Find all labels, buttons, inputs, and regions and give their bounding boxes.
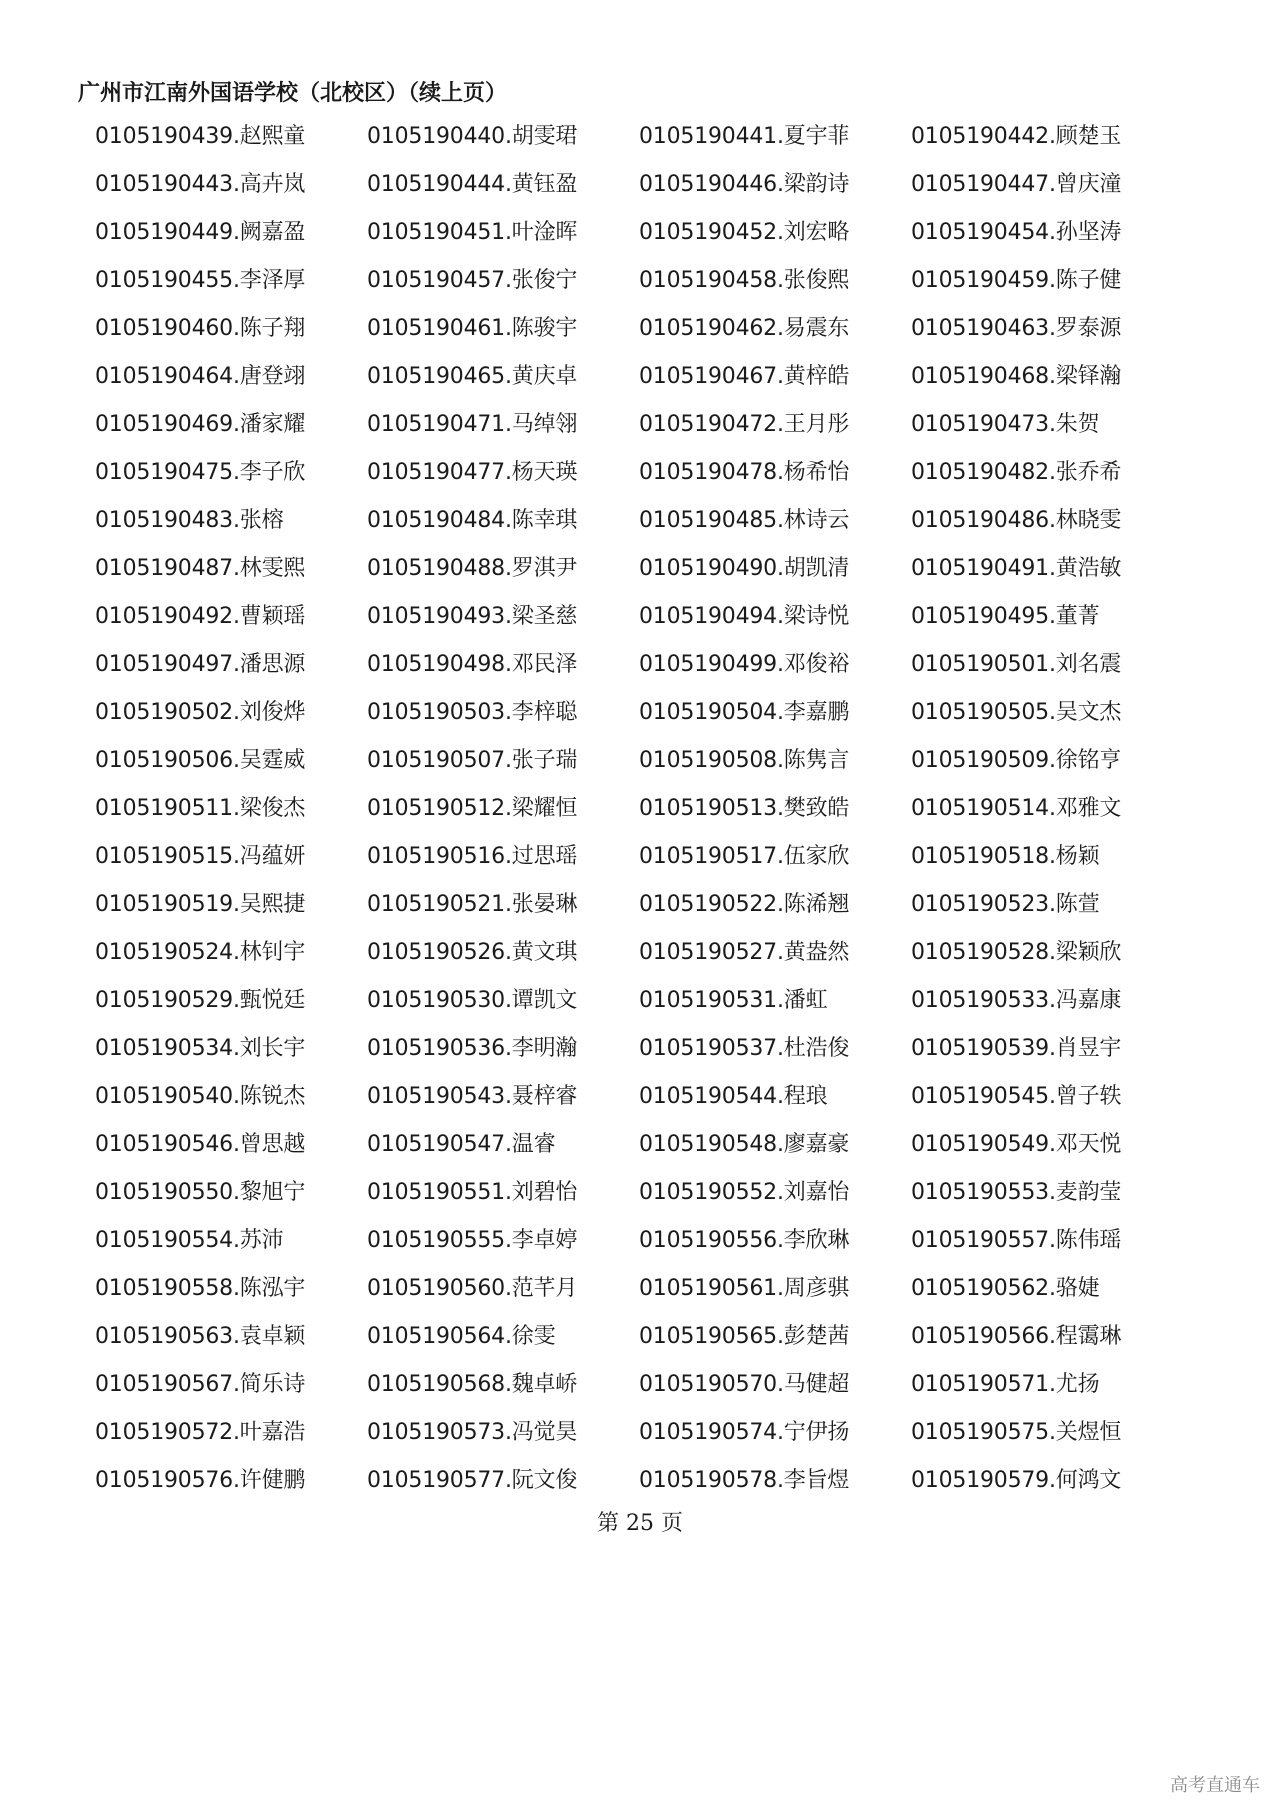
- list-item: 0105190477.杨天瑛: [367, 460, 578, 485]
- list-item: 0105190504.李嘉鹏: [639, 700, 850, 725]
- list-item: 0105190519.吴熙捷: [95, 892, 306, 917]
- list-item: 0105190490.胡凯清: [639, 556, 850, 581]
- list-item: 0105190483.张榕: [95, 508, 284, 533]
- list-item: 0105190522.陈浠翘: [639, 892, 850, 917]
- list-item: 0105190514.邓雅文: [911, 796, 1122, 821]
- list-item: 0105190527.黄盎然: [639, 940, 850, 965]
- list-item: 0105190449.阙嘉盈: [95, 220, 306, 245]
- list-item: 0105190557.陈伟瑶: [911, 1228, 1122, 1253]
- list-item: 0105190523.陈萱: [911, 892, 1100, 917]
- admission-list: [95, 121, 1175, 1513]
- list-item: 0105190455.李泽厚: [95, 268, 306, 293]
- list-item: 0105190564.徐雯: [367, 1324, 556, 1349]
- list-item: 0105190441.夏宇菲: [639, 124, 850, 149]
- list-item: 0105190517.伍家欣: [639, 844, 850, 869]
- list-item: 0105190563.袁卓颖: [95, 1324, 306, 1349]
- list-item: 0105190462.易震东: [639, 316, 850, 341]
- list-item: 0105190537.杜浩俊: [639, 1036, 850, 1061]
- list-item: 0105190531.潘虹: [639, 988, 828, 1013]
- list-item: 0105190547.温睿: [367, 1132, 556, 1157]
- list-item: 0105190518.杨颖: [911, 844, 1100, 869]
- watermark: 高考直通车: [1170, 1775, 1260, 1796]
- list-item: 0105190549.邓天悦: [911, 1132, 1122, 1157]
- list-item: 0105190550.黎旭宁: [95, 1180, 306, 1205]
- list-item: 0105190572.叶嘉浩: [95, 1420, 306, 1445]
- list-item: 0105190555.李卓婷: [367, 1228, 578, 1253]
- list-item: 0105190454.孙坚涛: [911, 220, 1122, 245]
- list-item: 0105190524.林钊宇: [95, 940, 306, 965]
- list-item: 0105190498.邓民泽: [367, 652, 578, 677]
- list-item: 0105190447.曾庆潼: [911, 172, 1122, 197]
- list-item: 0105190543.聂梓睿: [367, 1084, 578, 1109]
- list-item: 0105190552.刘嘉怡: [639, 1180, 850, 1205]
- list-item: 0105190511.梁俊杰: [95, 796, 306, 821]
- list-item: 0105190529.甄悦廷: [95, 988, 306, 1013]
- list-item: 0105190467.黄梓皓: [639, 364, 850, 389]
- list-item: 0105190526.黄文琪: [367, 940, 578, 965]
- list-item: 0105190439.赵熙童: [95, 124, 306, 149]
- list-item: 0105190491.黄浩敏: [911, 556, 1122, 581]
- list-item: 0105190461.陈骏宇: [367, 316, 578, 341]
- list-item: 0105190487.林雯熙: [95, 556, 306, 581]
- list-item: 0105190554.苏沛: [95, 1228, 284, 1253]
- list-item: 0105190495.董菁: [911, 604, 1100, 629]
- list-item: 0105190488.罗淇尹: [367, 556, 578, 581]
- list-item: 0105190545.曾子轶: [911, 1084, 1122, 1109]
- list-item: 0105190546.曾思越: [95, 1132, 306, 1157]
- list-item: 0105190446.梁韵诗: [639, 172, 850, 197]
- list-item: 0105190575.关煜恒: [911, 1420, 1122, 1445]
- list-item: 0105190440.胡雯珺: [367, 124, 578, 149]
- list-item: 0105190473.朱贺: [911, 412, 1100, 437]
- list-item: 0105190521.张晏琳: [367, 892, 578, 917]
- list-item: 0105190544.程琅: [639, 1084, 828, 1109]
- list-item: 0105190478.杨希怡: [639, 460, 850, 485]
- list-item: 0105190573.冯觉昊: [367, 1420, 578, 1445]
- list-item: 0105190443.高卉岚: [95, 172, 306, 197]
- list-item: 0105190442.顾楚玉: [911, 124, 1122, 149]
- list-item: 0105190469.潘家耀: [95, 412, 306, 437]
- list-item: 0105190508.陈隽言: [639, 748, 850, 773]
- list-item: 0105190576.许健鹏: [95, 1468, 306, 1493]
- list-item: 0105190482.张乔希: [911, 460, 1122, 485]
- list-item: 0105190540.陈锐杰: [95, 1084, 306, 1109]
- list-item: 0105190548.廖嘉豪: [639, 1132, 850, 1157]
- list-item: 0105190457.张俊宁: [367, 268, 578, 293]
- list-item: 0105190558.陈泓宇: [95, 1276, 306, 1301]
- list-item: 0105190506.吴霆威: [95, 748, 306, 773]
- list-item: 0105190472.王月彤: [639, 412, 850, 437]
- list-item: 0105190505.吴文杰: [911, 700, 1122, 725]
- list-item: 0105190562.骆婕: [911, 1276, 1100, 1301]
- list-item: 0105190530.谭凯文: [367, 988, 578, 1013]
- list-item: 0105190509.徐铭亨: [911, 748, 1122, 773]
- list-item: 0105190484.陈幸琪: [367, 508, 578, 533]
- list-item: 0105190459.陈子健: [911, 268, 1122, 293]
- list-item: 0105190516.过思瑶: [367, 844, 578, 869]
- list-item: 0105190571.尤扬: [911, 1372, 1100, 1397]
- list-item: 0105190561.周彦骐: [639, 1276, 850, 1301]
- list-item: 0105190528.梁颖欣: [911, 940, 1122, 965]
- list-item: 0105190494.梁诗悦: [639, 604, 850, 629]
- list-item: 0105190465.黄庆卓: [367, 364, 578, 389]
- list-item: 0105190536.李明瀚: [367, 1036, 578, 1061]
- list-item: 0105190444.黄钰盈: [367, 172, 578, 197]
- list-item: 0105190493.梁圣慈: [367, 604, 578, 629]
- list-item: 0105190567.简乐诗: [95, 1372, 306, 1397]
- list-item: 0105190565.彭楚茜: [639, 1324, 850, 1349]
- page-title: 广州市江南外国语学校（北校区）（续上页）: [78, 81, 508, 106]
- list-item: 0105190460.陈子翔: [95, 316, 306, 341]
- list-item: 0105190475.李子欣: [95, 460, 306, 485]
- list-item: 0105190539.肖昱宇: [911, 1036, 1122, 1061]
- list-item: 0105190458.张俊熙: [639, 268, 850, 293]
- list-item: 0105190579.何鸿文: [911, 1468, 1122, 1493]
- list-item: 0105190515.冯蕴妍: [95, 844, 306, 869]
- list-item: 0105190451.叶淦晖: [367, 220, 578, 245]
- list-item: 0105190497.潘思源: [95, 652, 306, 677]
- list-item: 0105190503.李梓聪: [367, 700, 578, 725]
- list-item: 0105190533.冯嘉康: [911, 988, 1122, 1013]
- list-item: 0105190560.范芊月: [367, 1276, 578, 1301]
- list-item: 0105190507.张子瑞: [367, 748, 578, 773]
- list-item: 0105190556.李欣琳: [639, 1228, 850, 1253]
- list-item: 0105190551.刘碧怡: [367, 1180, 578, 1205]
- list-item: 0105190492.曹颖瑶: [95, 604, 306, 629]
- list-item: 0105190471.马绰翎: [367, 412, 578, 437]
- list-item: 0105190502.刘俊烨: [95, 700, 306, 725]
- list-item: 0105190468.梁铎瀚: [911, 364, 1122, 389]
- list-item: 0105190553.麦韵莹: [911, 1180, 1122, 1205]
- list-item: 0105190513.樊致皓: [639, 796, 850, 821]
- list-item: 0105190499.邓俊裕: [639, 652, 850, 677]
- list-item: 0105190464.唐登翊: [95, 364, 306, 389]
- page-number: 第 25 页: [597, 1511, 683, 1536]
- list-item: 0105190452.刘宏略: [639, 220, 850, 245]
- list-item: 0105190578.李旨煜: [639, 1468, 850, 1493]
- list-item: 0105190570.马健超: [639, 1372, 850, 1397]
- list-item: 0105190463.罗泰源: [911, 316, 1122, 341]
- list-item: 0105190485.林诗云: [639, 508, 850, 533]
- list-item: 0105190501.刘名震: [911, 652, 1122, 677]
- list-item: 0105190577.阮文俊: [367, 1468, 578, 1493]
- list-item: 0105190566.程霭琳: [911, 1324, 1122, 1349]
- list-item: 0105190512.梁耀恒: [367, 796, 578, 821]
- list-item: 0105190486.林晓雯: [911, 508, 1122, 533]
- list-item: 0105190534.刘长宇: [95, 1036, 306, 1061]
- list-item: 0105190574.宁伊扬: [639, 1420, 850, 1445]
- list-item: 0105190568.魏卓峤: [367, 1372, 578, 1397]
